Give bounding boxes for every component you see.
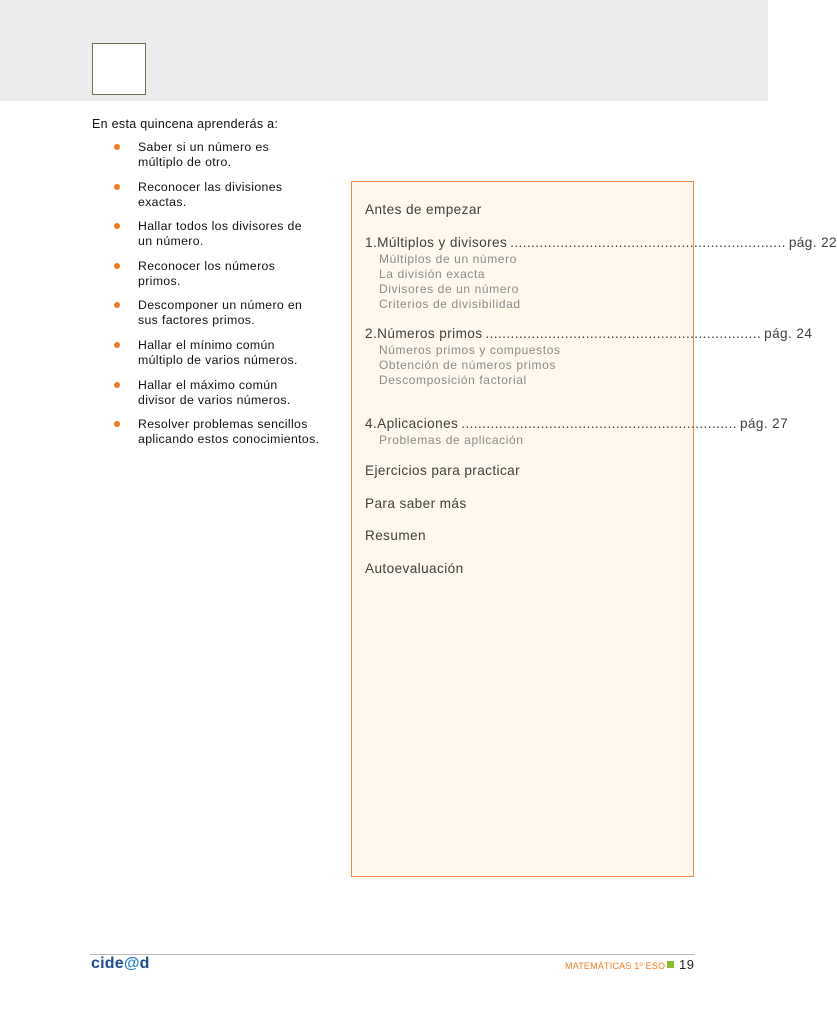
bullet-icon [114,342,120,348]
toc-exercises[interactable]: Ejercicios para practicar [365,463,521,478]
toc-dot-leader: .................................................................. [510,235,786,250]
list-item: Saber si un número es múltiplo de otro. [112,140,347,170]
list-item: Hallar todos los divisores de un número. [112,219,347,249]
toc-chapter-1[interactable] [365,235,837,250]
toc-dot-leader: .................................................................. [461,416,737,431]
toc-subitem[interactable]: Números primos y compuestos [379,343,561,357]
intro-text: En esta quincena aprenderás a: [92,117,279,131]
list-item: Hallar el máximo común divisor de varios números. [112,378,347,408]
toc-subitem[interactable]: Divisores de un número [379,282,519,296]
list-item: Resolver problemas sencillos aplicando estos conocimientos. [112,417,347,447]
bullet-icon [114,302,120,308]
toc-subitem[interactable]: La división exacta [379,267,486,281]
toc-subitem[interactable]: Problemas de aplicación [379,433,524,447]
list-item: Reconocer los números primos. [112,259,347,289]
toc-before[interactable]: Antes de empezar [365,202,482,217]
toc-chapter-1-title: 1.Múltiplos y divisores [365,235,508,250]
list-item: Reconocer las divisiones exactas. [112,180,347,210]
footer-divider [90,954,695,955]
toc-summary[interactable]: Resumen [365,528,426,543]
objectives-list [112,140,347,457]
toc-dot-leader: .................................................................. [485,326,762,341]
bullet-icon [114,382,120,388]
bullet-icon [114,263,120,269]
toc-more[interactable]: Para saber más [365,496,467,511]
toc-chapter-2-page: pág. 24 [764,326,813,341]
bullet-icon [114,223,120,229]
square-icon [667,961,674,968]
toc-subitem[interactable]: Múltiplos de un número [379,252,517,266]
bullet-icon [114,421,120,427]
bullet-icon [114,184,120,190]
footer-course-title: MATEMÁTICAS 1º ESO [565,961,666,971]
toc-chapter-2-title: 2.Números primos [365,326,483,341]
toc-chapter-2[interactable] [365,326,813,341]
toc-chapter-4-title: 4.Aplicaciones [365,416,459,431]
cidead-logo: cide@d [91,955,150,972]
page-number: 19 [679,957,695,972]
toc-chapter-4[interactable] [365,416,789,431]
toc-subitem[interactable]: Obtención de números primos [379,358,556,372]
toc-chapter-1-page: pág. 22 [788,235,837,250]
toc-subitem[interactable]: Descomposición factorial [379,373,527,387]
list-item: Descomponer un número en sus factores primos. [112,298,347,328]
list-item: Hallar el mínimo común múltiplo de varios números. [112,338,347,368]
toc-subitem[interactable]: Criterios de divisibilidad [379,297,521,311]
bullet-icon [114,144,120,150]
toc-chapter-4-page: pág. 27 [739,416,789,431]
table-of-contents [351,181,837,877]
toc-selftest[interactable]: Autoevaluación [365,561,464,576]
chapter-box [92,43,146,95]
